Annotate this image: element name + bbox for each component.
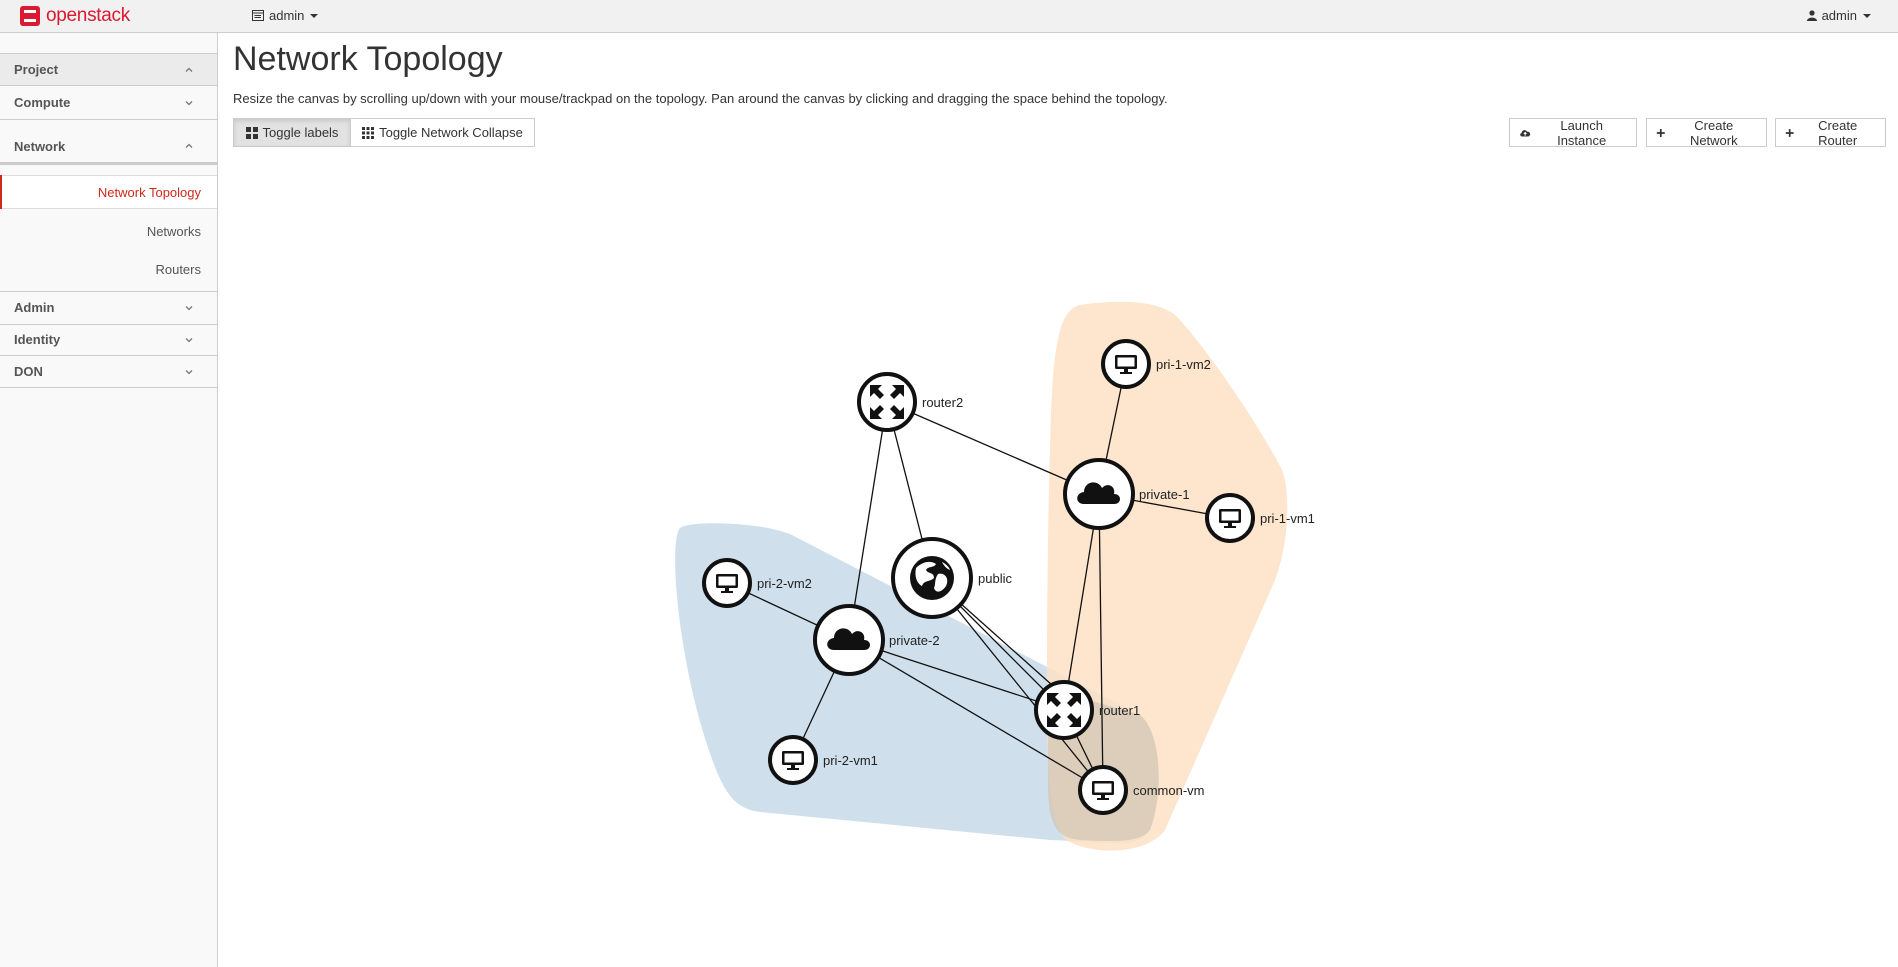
sidebar	[0, 33, 218, 967]
help-text: Resize the canvas by scrolling up/down with your mouse/trackpad on the topology. Pan around the canvas by clicking and dragging the space behind the topology.	[233, 91, 1168, 106]
node-label: pri-1-vm1	[1260, 511, 1315, 526]
sidebar-active-indicator	[0, 175, 2, 209]
toggle-network-collapse-label: Toggle Network Collapse	[379, 125, 523, 140]
grid-icon	[246, 127, 258, 139]
sidebar-item-routers[interactable]: Routers	[155, 262, 201, 277]
node-label: router2	[922, 395, 964, 410]
openstack-logo-icon	[19, 5, 41, 27]
openstack-logo[interactable]	[19, 3, 130, 29]
globe-icon	[910, 556, 954, 600]
sidebar-section-label: Admin	[14, 300, 55, 315]
sidebar-section-project[interactable]	[0, 53, 217, 86]
node-label: router1	[1099, 703, 1141, 718]
create-router-label: Create Router	[1818, 117, 1858, 148]
caret-down-icon	[1863, 14, 1871, 18]
sidebar-section-don[interactable]	[0, 356, 217, 388]
node-public[interactable]	[893, 539, 1012, 617]
th-icon	[362, 127, 374, 139]
project-dropdown[interactable]	[252, 8, 318, 23]
create-network-label: Create Network	[1689, 117, 1738, 148]
node-label: private-1	[1139, 487, 1190, 502]
node-label: common-vm	[1133, 783, 1205, 798]
sidebar-section-compute[interactable]	[0, 85, 217, 120]
plus-icon	[1656, 128, 1666, 138]
user-icon	[1807, 10, 1817, 21]
network-topology-canvas[interactable]	[218, 140, 1898, 967]
sidebar-section-label: Network	[14, 139, 66, 154]
chevron-up-icon	[183, 64, 195, 76]
sidebar-section-network[interactable]	[0, 120, 217, 165]
chevron-down-icon	[183, 97, 195, 109]
node-label: public	[978, 571, 1012, 586]
node-label: pri-1-vm2	[1156, 357, 1211, 372]
sidebar-section-label: Compute	[14, 95, 71, 110]
user-dropdown[interactable]	[1807, 8, 1871, 23]
chevron-down-icon	[183, 302, 195, 314]
top-navbar	[0, 0, 1898, 33]
launch-instance-label: Launch Instance	[1557, 117, 1607, 148]
chevron-down-icon	[183, 366, 195, 378]
project-icon	[252, 10, 264, 21]
caret-down-icon	[310, 14, 318, 18]
sidebar-section-label: DON	[14, 364, 43, 379]
node-label: private-2	[889, 633, 940, 648]
cloud-upload-icon	[1519, 127, 1531, 139]
sidebar-section-label: Project	[14, 62, 59, 77]
user-dropdown-label: admin	[1821, 8, 1857, 23]
node-label: pri-2-vm1	[823, 753, 878, 768]
brand-name: openstack	[46, 5, 130, 26]
plus-icon	[1785, 128, 1794, 138]
toggle-labels-label: Toggle labels	[262, 125, 339, 140]
chevron-up-icon	[183, 140, 195, 152]
sidebar-section-identity[interactable]	[0, 324, 217, 356]
sidebar-section-label: Identity	[14, 332, 61, 347]
node-label: pri-2-vm2	[757, 576, 812, 591]
project-dropdown-label: admin	[269, 8, 305, 23]
sidebar-item-network-topology[interactable]: Network Topology	[97, 185, 201, 200]
sidebar-item-networks[interactable]: Networks	[146, 224, 201, 239]
chevron-down-icon	[183, 334, 195, 346]
sidebar-section-admin[interactable]	[0, 291, 217, 325]
page-title: Network Topology	[233, 40, 503, 78]
node-router2[interactable]	[859, 374, 963, 430]
